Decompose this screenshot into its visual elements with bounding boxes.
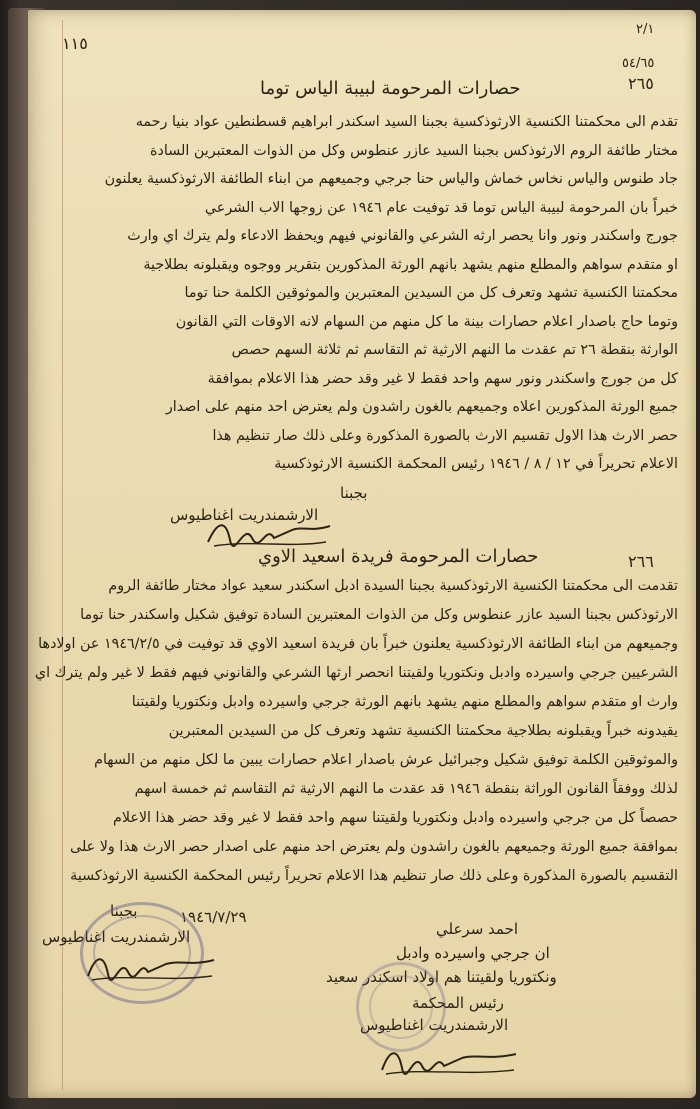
entry-1-line: جميع الورثة المذكورين اعلاه وجميعهم بالغون راشدون ولم يعترض احد منهم على اصدار (165, 399, 678, 415)
entry-2-date: ١٩٤٦/٧/٢٩ (180, 908, 247, 926)
entry-1-line: وتوما حاج باصدار اعلام حصارات بينة ما كل منهم من السهام لانه الاوقات التي القانون (175, 313, 678, 330)
official-stamp-right (356, 962, 446, 1052)
register-reference-top: ٥٤/٦٥ (622, 56, 655, 71)
entry-2-signature-name-2: الارشمندريت اغناطيوس (360, 1016, 509, 1034)
entry-1-line: تقدم الى محكمتنا الكنسية الارثوذكسية بجبنا السيد اسكندر ابراهيم قسطنطين عواد بنيا رحمه (135, 114, 678, 130)
entry-2-signature-left (82, 948, 222, 988)
entry-2-court-head: رئيس المحكمة (412, 994, 504, 1012)
entry-2-heirs-line-2: ونكتوريا ولقيتنا هم اولاد اسكندر سعيد (326, 968, 557, 986)
entry-2-line: الشرعيين جرجي واسيرده وادبل ونكتوريا ولقيتنا انحصر ارثها الشرعي والقانوني فيهم فقط لا غير ولم يترك اي (34, 665, 678, 681)
entry-1-line: جاد طنوس والياس نخاس خماش والياس حنا جرجي وجميعهم من ابناء الطائفة الارثوذكسية يعلنون (104, 171, 678, 187)
entry-1-line: حصر الارث هذا الاول تقسيم الارث بالصورة المذكورة وعلى ذلك صار تنظيم هذا (212, 427, 678, 444)
entry-1-line: مختار طائفة الروم الارثوذكس بجبنا السيد عازر عنطوس وكل من الذوات المعتبرين السادة (150, 142, 678, 159)
entry-2-line: وجميعهم من ابناء الطائفة الارثوذكسية يعلنون خبراً بان فريدة اسعيد الاوي قد توفيت في ١٩٤٦/٢/٥ عن اولادها (38, 636, 678, 652)
entry-1-line: او متقدم سواهم والمطلع منهم يشهد بانهم الورثة المذكورين بتقرير ووجوه ويقبلونه بطلاجية (143, 256, 678, 273)
entry-1-line: الاعلام تحريراً في ١٢ / ٨ / ١٩٤٦ رئيس المحكمة الكنسية الارثوذكسية (274, 456, 678, 472)
entry-1-number: ٢٦٥ (628, 74, 654, 93)
entry-2-line: حصصاً كل من جرجي واسيرده وادبل ونكتوريا ولقيتنا سهم واحد فقط لا غير وقد حضر هذا الاعلام (112, 810, 678, 826)
entry-2-signature-bottom (374, 1040, 524, 1082)
entry-2-heading: حصارات المرحومة فريدة اسعيد الاوي (258, 546, 539, 567)
entry-2-line: وارث او متقدم سواهم والمطلع منهم يشهد بانهم الورثة جرجي واسيرده وادبل ونكتوريا ولقيتنا (131, 694, 678, 710)
entry-2-place: بجبنا (110, 902, 138, 920)
entry-1-place: بجبنا (340, 484, 368, 502)
entry-2-witness: احمد سرعلي (436, 920, 519, 938)
corner-annotation: ٢/١ (636, 22, 655, 37)
entry-2-number: ٢٦٦ (628, 552, 654, 571)
entry-2-line: التقسيم بالصورة المذكورة وعلى ذلك صار تنظيم هذا الاعلام تحريراً رئيس المحكمة الكنسية الارثوذكسية (70, 868, 678, 884)
entry-1-signature-name: الارشمندريت اغناطيوس (170, 506, 319, 524)
entry-2-line: تقدمت الى محكمتنا الكنسية الارثوذكسية بجبنا السيدة ادبل اسكندر سعيد عواد مختار طائفة الروم (108, 578, 678, 594)
entry-1-line: جورج واسكندر ونور وانا يحصر ارثه الشرعي والقانوني فيهم ويحفظ الادعاء ولم يترك اي وارث (127, 228, 678, 244)
entry-1-line: خبراً بان المرحومة لبيبة الياس توما قد توفيت عام ١٩٤٦ عن زوجها الاب الشرعي (204, 199, 678, 216)
entry-1-line: الوارثة بنقطة ٢٦ تم عقدت ما النهم الارثية ثم التقاسم ثم ثلاثة السهم حصص (231, 342, 678, 358)
entry-2-signature-name-1: الارشمندريت اغناطيوس (42, 928, 191, 946)
entry-2-line: يقيدونه خبراً ويقبلونه بطلاجية محكمتنا الكنسية تشهد وتعرف كل من السيدين المعتبرين (168, 723, 678, 739)
entry-1-line: كل من جورج واسكندر ونور سهم واحد فقط لا غير وقد حضر هذا الاعلام بموافقة (207, 370, 678, 387)
entry-2-line: بموافقة جميع الورثة وجميعهم بالغون راشدون ولم يعترض احد منهم على اصدار حصر الارث هذا ولا على (70, 839, 678, 855)
entry-1-heading: حصارات المرحومة لبيبة الياس توما (260, 78, 521, 99)
entry-2-line: الارثوذكس بجبنا السيد عازر عنطوس وكل من الذوات المعتبرين السادة توفيق شكيل واسكندر حنا توما (80, 607, 678, 623)
entry-2-line: والموثوقين الكلمة توفيق شكيل وجبرائيل عرش باصدار اعلام حصارات يبين ما لكل منهم من السهام (94, 752, 678, 768)
entry-2-line: لذلك ووفقاً القانون الوراثة بنقطة ١٩٤٦ قد عقدت ما النهم الارثية ثم التقاسم ثم خمسة اسهم (134, 781, 678, 797)
entry-1-line: محكمتنا الكنسية تشهد وتعرف كل من السيدين المعتبرين والموثوقين الكلمة حنا توما (184, 285, 678, 301)
page-number: ١١٥ (62, 34, 88, 53)
entry-2-heirs-line-1: ان جرجي واسيرده وادبل (396, 944, 550, 962)
